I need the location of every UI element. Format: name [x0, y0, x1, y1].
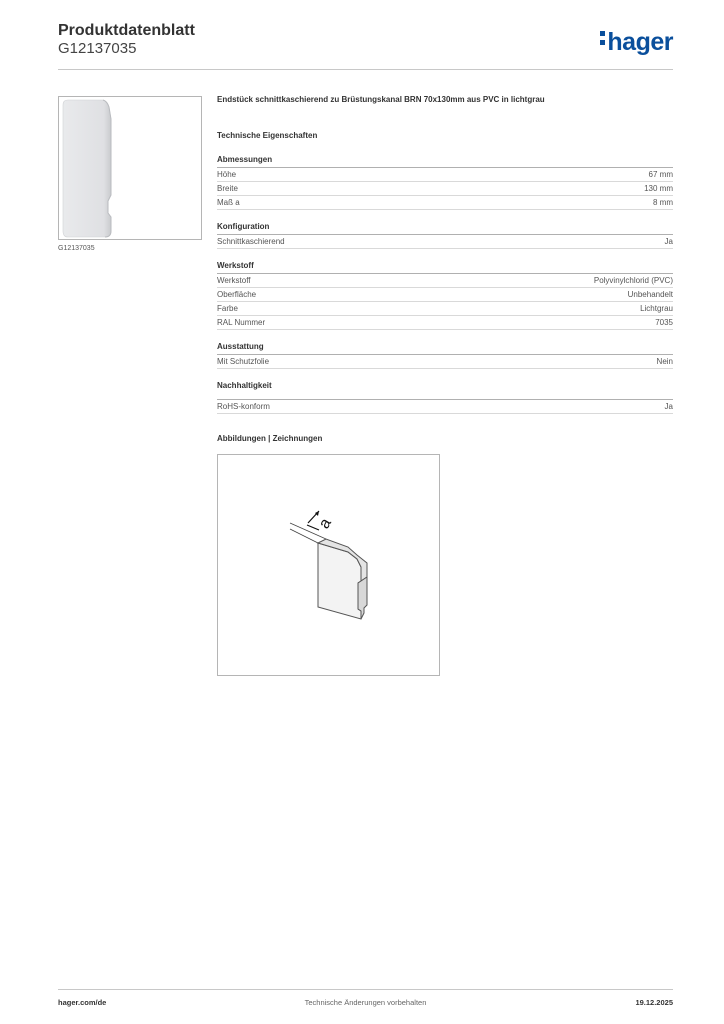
photo-caption: G12137035: [58, 245, 95, 252]
spec-label: Breite: [217, 184, 238, 193]
product-description: Endstück schnittkaschierend zu Brüstungskanal BRN 70x130mm aus PVC in lichtgrau: [217, 95, 545, 104]
spec-value: Ja: [664, 402, 673, 411]
spec-label: RAL Nummer: [217, 318, 266, 327]
technical-drawing: [217, 454, 440, 676]
spec-row: [217, 196, 673, 210]
spec-value: Nein: [656, 357, 673, 366]
spec-value: Ja: [664, 237, 673, 246]
footer-website[interactable]: hager.com/de: [58, 998, 107, 1007]
spec-row: [217, 288, 673, 302]
article-number: G12137035: [58, 40, 137, 57]
tech-properties-heading: Technische Eigenschaften: [217, 131, 318, 140]
section-abmessungen: [217, 155, 673, 210]
spec-label: RoHS-konform: [217, 402, 270, 411]
section-konfiguration: [217, 222, 673, 249]
spec-label: Werkstoff: [217, 276, 251, 285]
dimension-label: a: [315, 515, 335, 532]
logo-colon-icon: [600, 27, 606, 48]
page-footer: [58, 998, 673, 1010]
spec-row: [217, 400, 673, 414]
logo-text: hager: [607, 28, 673, 56]
section-title: Abmessungen: [217, 155, 673, 168]
spec-row: [217, 168, 673, 182]
spec-value: 130 mm: [644, 184, 673, 193]
section-title: Ausstattung: [217, 342, 673, 355]
spec-label: Mit Schutzfolie: [217, 357, 270, 366]
product-end-cap-image: [59, 97, 203, 241]
footer-date: 19.12.2025: [635, 998, 673, 1007]
section-nachhaltigkeit: [217, 381, 673, 414]
spec-value: 67 mm: [648, 170, 673, 179]
spec-row: [217, 302, 673, 316]
section-ausstattung: [217, 342, 673, 369]
spec-label: Höhe: [217, 170, 237, 179]
product-photo: [58, 96, 202, 240]
spec-value: 8 mm: [653, 198, 673, 207]
footer-divider: [58, 989, 673, 990]
spec-value: 7035: [655, 318, 673, 327]
spec-value: Lichtgrau: [640, 304, 673, 313]
spec-label: Schnittkaschierend: [217, 237, 285, 246]
spec-label: Farbe: [217, 304, 238, 313]
spec-content: [217, 95, 673, 414]
spec-row: [217, 274, 673, 288]
spec-row: [217, 316, 673, 330]
section-werkstoff: [217, 261, 673, 330]
footer-note: Technische Änderungen vorbehalten: [304, 998, 427, 1007]
section-title: Konfiguration: [217, 222, 673, 235]
end-cap-drawing: [218, 455, 441, 677]
header-divider: [58, 69, 673, 70]
drawings-heading: Abbildungen | Zeichnungen: [217, 434, 323, 443]
spec-value: Unbehandelt: [627, 290, 673, 299]
spec-row: [217, 235, 673, 249]
hager-logo: [600, 28, 673, 56]
section-title: Nachhaltigkeit: [217, 381, 673, 400]
spec-row: [217, 355, 673, 369]
spec-value: Polyvinylchlorid (PVC): [593, 276, 673, 285]
spec-label: Maß a: [217, 198, 240, 207]
page-title: Produktdatenblatt: [58, 22, 195, 39]
spec-label: Oberfläche: [217, 290, 257, 299]
spec-row: [217, 182, 673, 196]
section-title: Werkstoff: [217, 261, 673, 274]
page-header: [58, 22, 673, 70]
